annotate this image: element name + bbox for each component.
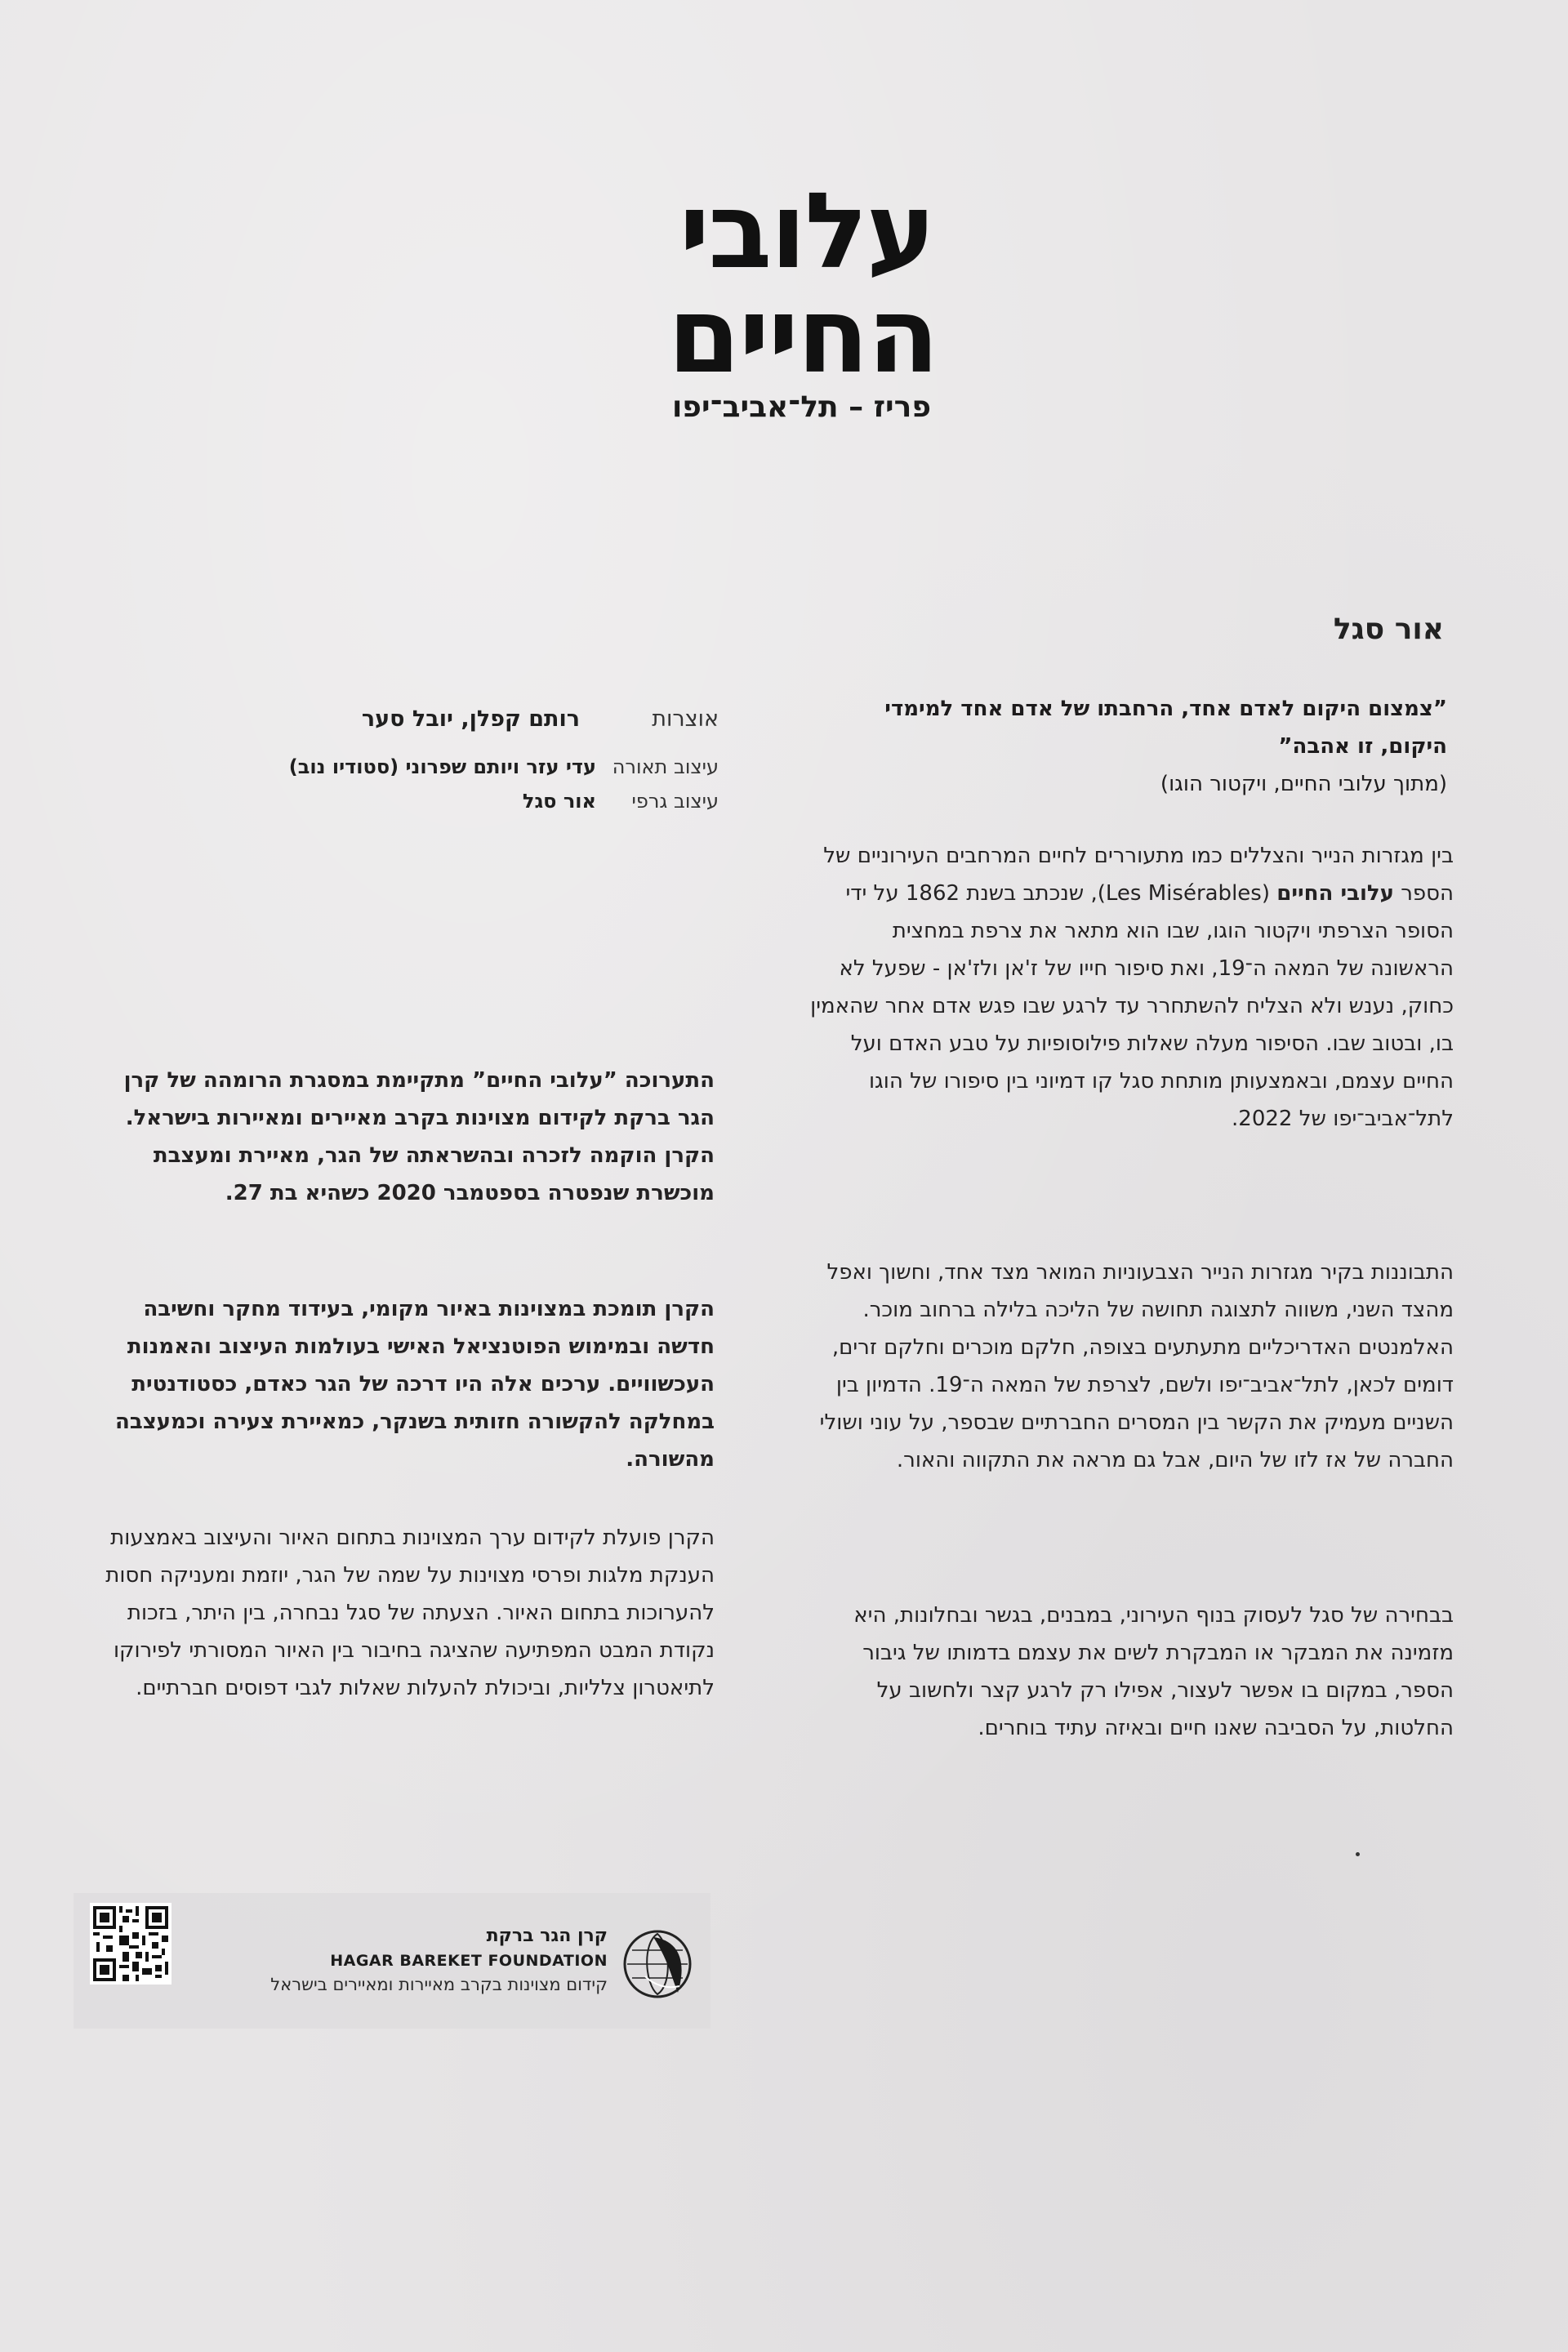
exhibition-title-line-2: החיים: [667, 275, 938, 397]
credit-names: עדי עזר ויותם שפרוני (סטודיו נוב): [288, 755, 596, 778]
credit-role: עיצוב תאורה: [612, 755, 719, 778]
description-paragraph-1-start: בין מגזרות הנייר והצללים כמו מתעוררים לחיים המרחבים העירוניים של הספר: [823, 844, 1454, 906]
book-title-bold: עלובי החיים: [1276, 881, 1394, 906]
quote-text: ”צמצום היקום לאדם אחד, הרחבתו של אדם אחד למימדי היקום, זו אהבה”: [884, 697, 1447, 759]
foundation-name-english: HAGAR BAREKET FOUNDATION: [330, 1952, 608, 1970]
exhibition-title-line-1: עלובי: [679, 171, 934, 292]
credit-names: אור סגל: [522, 790, 596, 813]
description-paragraph-1: [808, 837, 1454, 1138]
description-paragraph-3: בבחירה של סגל לעסוק בנוף העירוני, במבנים, בגשר ובחלונות, היא מזמינה את המבקר או המבקרת לשים את עצמם בדמותו של גיבור הספר, במקום בו אפשר לעצור, אפילו רק לרגע קצר ולחשוב על החלטות, על הסביבה שאנו חיים ובאיזה עתיד בוחרים.: [853, 1603, 1454, 1740]
quote-source: (מתוך עלובי החיים, ויקטור הוגו): [1160, 772, 1447, 796]
credit-role: אוצרות: [652, 706, 719, 732]
foundation-paragraph-2: הקרן תומכת במצוינות באיור מקומי, בעידוד מחקר וחשיבה חדשה ובמימוש הפוטנציאל האישי בעולמות העיצוב והאמנות העכשוויים. ערכים אלה היו דרכה של הגר כאדם, כסטודנטית במחלקה להקשורה חזותית בשנקר, כמאיירת צעירה וכמעצבה מהשורה.: [114, 1297, 715, 1472]
foundation-paragraph-3: הקרן פועלת לקידום ערך המצוינות בתחום האיור והעיצוב באמצעות הענקת מלגות ופרסי מצוינות על שמה של הגר, יוזמת ומעניקה חסות להערוכות בתחום האיור. הצעתה של סגל נבחרה, בין היתר, בזכות נקודת המבט המפתיעה שהציגה בחיבור בין האיור המסורתי לפירוקו לתיאטרון צלליות, וביכולת להעלות שאלות לגבי דפוסים חברתיים.: [105, 1526, 715, 1700]
exhibition-title-block: [572, 163, 996, 441]
foundation-name-hebrew: קרן הגר ברקת: [486, 1926, 608, 1946]
wall-mark: [1356, 1852, 1360, 1856]
exhibition-subtitle: פריז – תל־אביב־יפו: [671, 390, 931, 424]
foundation-paragraph-1: התערוכה ”עלובי החיים” מתקיימת במסגרת הרומהה של קרן הגר ברקת לקידום מצוינות בקרב מאיירים ומאיירות בישראל. הקרן הוקמה לזכרה ובהשראתה של הגר, מאיירת ומעצבת מוכשרת שנפטרה בספטמבר 2020 כשהיא בת 27.: [123, 1068, 715, 1205]
epigraph-quote: [826, 690, 1447, 803]
description-paragraph-1-end: (Les Misérables), שנכתב בשנת 1862 על ידי הסופר הצרפתי ויקטור הוגו, שבו הוא מתאר את צרפת במחצית הראשונה של המאה ה־19, ואת סיפור חייו של ז'אן ולז'אן - שפעל לא כחוק, נענש ולא הצליח להשתחרר עד לרגע שבו פגש אדם אחר שהאמין בו, ובטוב שבו. הסיפור מעלה שאלות פילוסופיות על טבע האדם ועל החיים עצמם, ובאמצעותן מותחת סגל קו דמיוני בין סיפורו של הוגו לתל־אביב־יפו של 2022.: [810, 881, 1454, 1131]
credit-role: עיצוב גרפי: [631, 790, 719, 813]
qr-code-icon[interactable]: [90, 1903, 172, 1984]
credit-names: רותם קפלן, יובל סער: [361, 706, 580, 732]
foundation-logo-card: [74, 1893, 710, 2029]
description-paragraph-2: התבוננות בקיר מגזרות הנייר הצבעוניות המואר מצד אחד, וחשוך ואפל מהצד השני, משווה לתצוגה תחושה של הליכה בלילה ברחוב מוכר. האלמנטים האדריכליים מתעתעים בצופה, חלקם מוכרים וחלקם זרים, דומים לכאן, לתל־אביב־יפו ולשם, לצרפת של המאה ה־19. הדמיון בין השניים מעמיק את הקשר בין המסרים החברתיים שבספר, על עוני ושולי החברה של אז לזו של היום, אבל גם מראה את התקווה והאור.: [819, 1260, 1454, 1472]
artist-name: אור סגל: [1333, 612, 1444, 646]
foundation-logo-icon: [621, 1927, 694, 2001]
foundation-tagline: קידום מצוינות בקרב מאיירות ומאיירים בישראל: [270, 1975, 608, 1994]
